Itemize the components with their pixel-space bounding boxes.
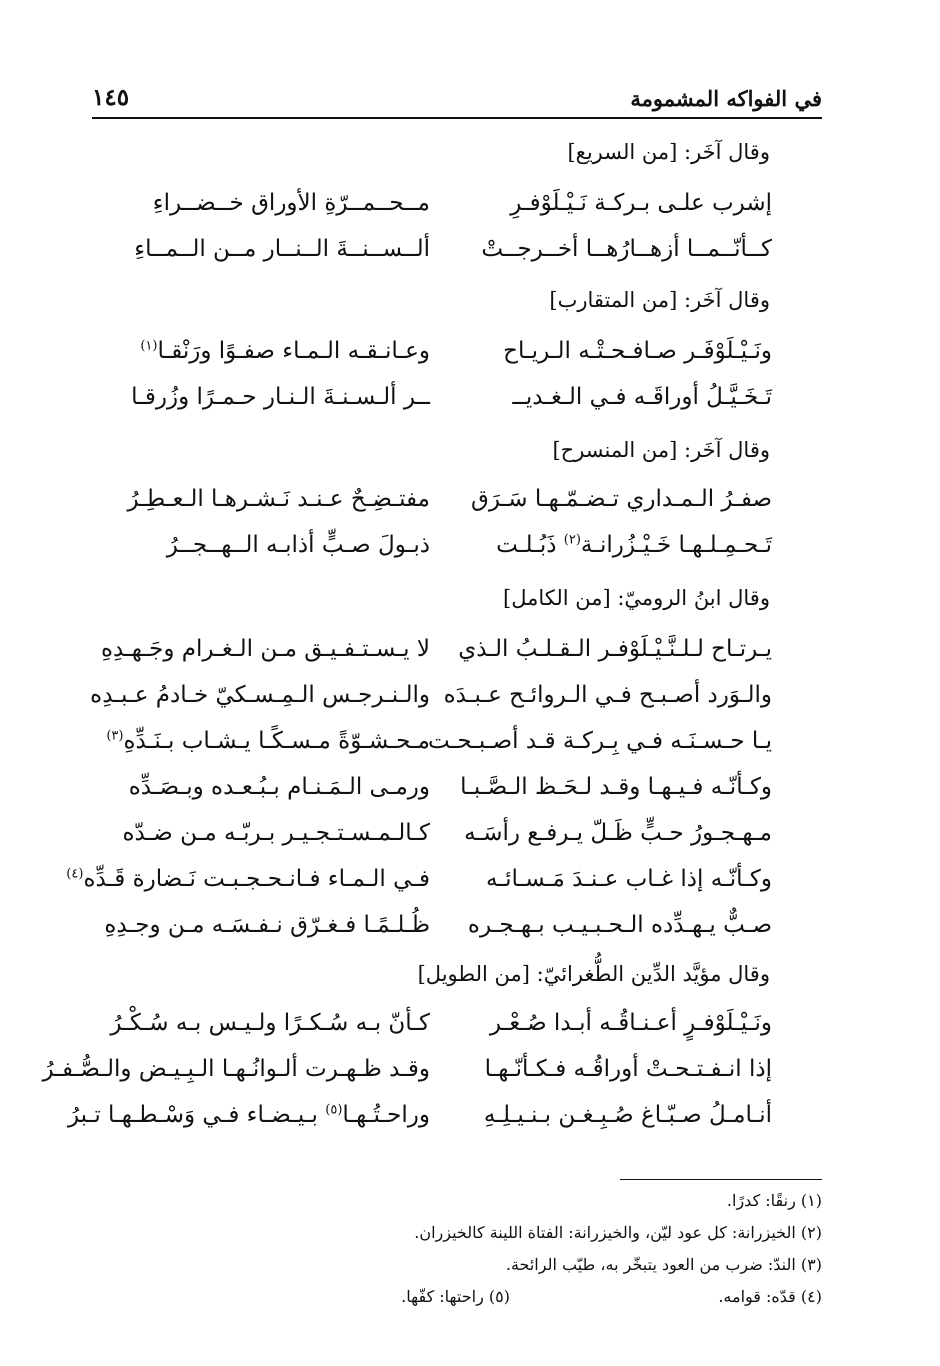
- poem-intro: وقال آخَر: [من السريع]: [567, 140, 770, 164]
- footnote: (٥) راحتها: كفّها.: [401, 1287, 510, 1306]
- verse-text: فـي الـمـاء فـانـحـجـبـت نَـضارة قَـدِّه: [83, 866, 430, 892]
- verse-first-hemistich: وكـأنّـه إذا غـاب عـنـدَ مَـسـائـه: [486, 866, 772, 892]
- poem-intro: وقال آخَر: [من المتقارب]: [549, 288, 770, 312]
- verse-second-hemistich: [66, 866, 430, 892]
- verse-text: مـحـشـوّةً مـسـكًـا يـشـاب بـنَـدِّهِ: [123, 728, 430, 754]
- poem-intro: وقال آخَر: [من المنسرح]: [552, 438, 770, 462]
- verse-second-hemistich: [140, 338, 430, 364]
- verse-text: ذَبُـلـت: [496, 532, 564, 558]
- verse-first-hemistich: كــأنّــمــا أزهــارُهــا أخــرجــتْ: [481, 236, 772, 262]
- verse-second-hemistich: والـنـرجـس الـمِـسـكيّ خـادمُ عـبـدِه: [90, 682, 430, 708]
- verse-first-hemistich: أنـامـلُ صـبّـاغ صُـبِـغـن بـنـيـلِـهِ: [483, 1102, 772, 1128]
- verse-first-hemistich: يـا حـسـنَـه فـي بِـركـة قـد أصـبـحـت: [428, 728, 772, 754]
- verse-text: وعـانـقـه الـمـاء صفـوًا ورَنْقـا: [157, 338, 430, 364]
- verse-first-hemistich: إذا انـفـتـحـتْ أوراقُـه فـكـأنّـهـا: [484, 1056, 772, 1082]
- footnote: (٢) الخيزرانة: كل عود ليّن، والخيزرانة: الفتاة اللينة كالخيزران.: [414, 1223, 822, 1242]
- verse-second-hemistich: لا يـسـتـفـيـق مـن الـغـرام وجَـهـدِهِ: [100, 636, 430, 662]
- verse-text: تَـحـمِـلـهـا خَـيْـزُرانـة: [580, 532, 772, 558]
- footnote-marker: (٥): [325, 1102, 343, 1118]
- verse-second-hemistich: مــحــمــرّةِ الأوراق خــضــراءِ: [152, 190, 430, 216]
- verse-text: بـيـضـاء فـي وَسْـطـهـا تـبرُ: [67, 1102, 326, 1128]
- footnote-marker: (٤): [66, 866, 84, 882]
- footnote-divider: [620, 1179, 822, 1180]
- verse-second-hemistich: كـأنّ بـه سُـكـرًا ولـيـس بـه سُـكْـرُ: [110, 1010, 430, 1036]
- footnote: (١) رنقًا: كدرًا.: [726, 1191, 822, 1210]
- footnote: (٤) قدّه: قوامه.: [718, 1287, 822, 1306]
- footnote: (٣) الندّ: ضرب من العود يتبخّر به، طيّب الرائحة.: [505, 1255, 822, 1274]
- verse-first-hemistich: والـوَرد أصـبـح فـي الـروائـح عـبـدَه: [443, 682, 772, 708]
- verse-second-hemistich: [68, 1102, 430, 1128]
- verse-first-hemistich: يـرتـاح لـلـنَّـيْـلَوْفـر الـقـلـبُ الـذي: [458, 636, 772, 662]
- verse-second-hemistich: [106, 728, 430, 754]
- verse-first-hemistich: صفـرُ الـمـداري تـضـمّـهـا سَـرَق: [470, 486, 772, 512]
- verse-second-hemistich: مفتـضِـحٌ عـنـد نَـشـرهـا الـعـطِـرُ: [127, 486, 430, 512]
- verse-second-hemistich: كـالـمـسـتـجـيـر بـربّـه مـن ضـدّه: [122, 820, 430, 846]
- page-number: ١٤٥: [92, 84, 130, 111]
- verse-first-hemistich: ونَـيْـلَوْفـرٍ أعـنـاقُـه أبـدا صُـعْـر: [489, 1010, 772, 1036]
- verse-second-hemistich: وقـد ظـهـرت ألـوانُـهـا الـبِـيـض والـصُّـفـرُ: [42, 1056, 430, 1082]
- verse-text: وراحـتُـهـا: [342, 1102, 430, 1128]
- verse-first-hemistich: مـهـجـورُ حـبٍّ ظَـلّ يـرفـع رأسَـه: [464, 820, 772, 846]
- footnote-marker: (١): [140, 338, 158, 354]
- poem-intro: وقال ابنُ الروميّ: [من الكامل]: [503, 586, 770, 610]
- verse-first-hemistich: تَـخَـيَّـلُ أوراقَـه فـي الـغـديــ: [512, 384, 772, 410]
- verse-second-hemistich: ورمـى الـمَـنـام بـبُـعـده وبـصَـدِّه: [128, 774, 430, 800]
- verse-second-hemistich: ذبـولَ صـبٍّ أذابـه الــهــجــرُ: [166, 532, 430, 558]
- verse-first-hemistich: وكـأنّـه فـيـهـا وقـد لـحَـظ الـصَّـبـا: [460, 774, 772, 800]
- footnote-marker: (٣): [106, 728, 124, 744]
- verse-first-hemistich: إشرب علـى بـركـة نَـيْـلَوْفـرِ: [510, 190, 772, 216]
- verse-first-hemistich: صـبٌّ يـهـدِّده الـحـبـيـب بـهـجـره: [467, 912, 772, 938]
- header-divider: [92, 117, 822, 119]
- verse-second-hemistich: ظُـلـمًـا فـغـرّق نـفـسَـه مـن وجـدِهِ: [104, 912, 430, 938]
- verse-first-hemistich: [496, 532, 772, 558]
- verse-second-hemistich: ألــســنــةَ الــنــار مــن الــمــاءِ: [134, 236, 430, 262]
- running-header-title: في الفواكه المشمومة: [630, 86, 822, 111]
- verse-second-hemistich: ــر ألـسـنـةَ الـنـار حـمـرًا وزُرقـا: [131, 384, 430, 410]
- verse-first-hemistich: ونَـيْـلَوْفَـر صـافـحـتْـه الـريـاح: [503, 338, 772, 364]
- footnote-marker: (٢): [563, 532, 581, 548]
- poem-intro: وقال مؤيَّد الدِّين الطُّغرائيّ: [من الطويل]: [417, 962, 770, 986]
